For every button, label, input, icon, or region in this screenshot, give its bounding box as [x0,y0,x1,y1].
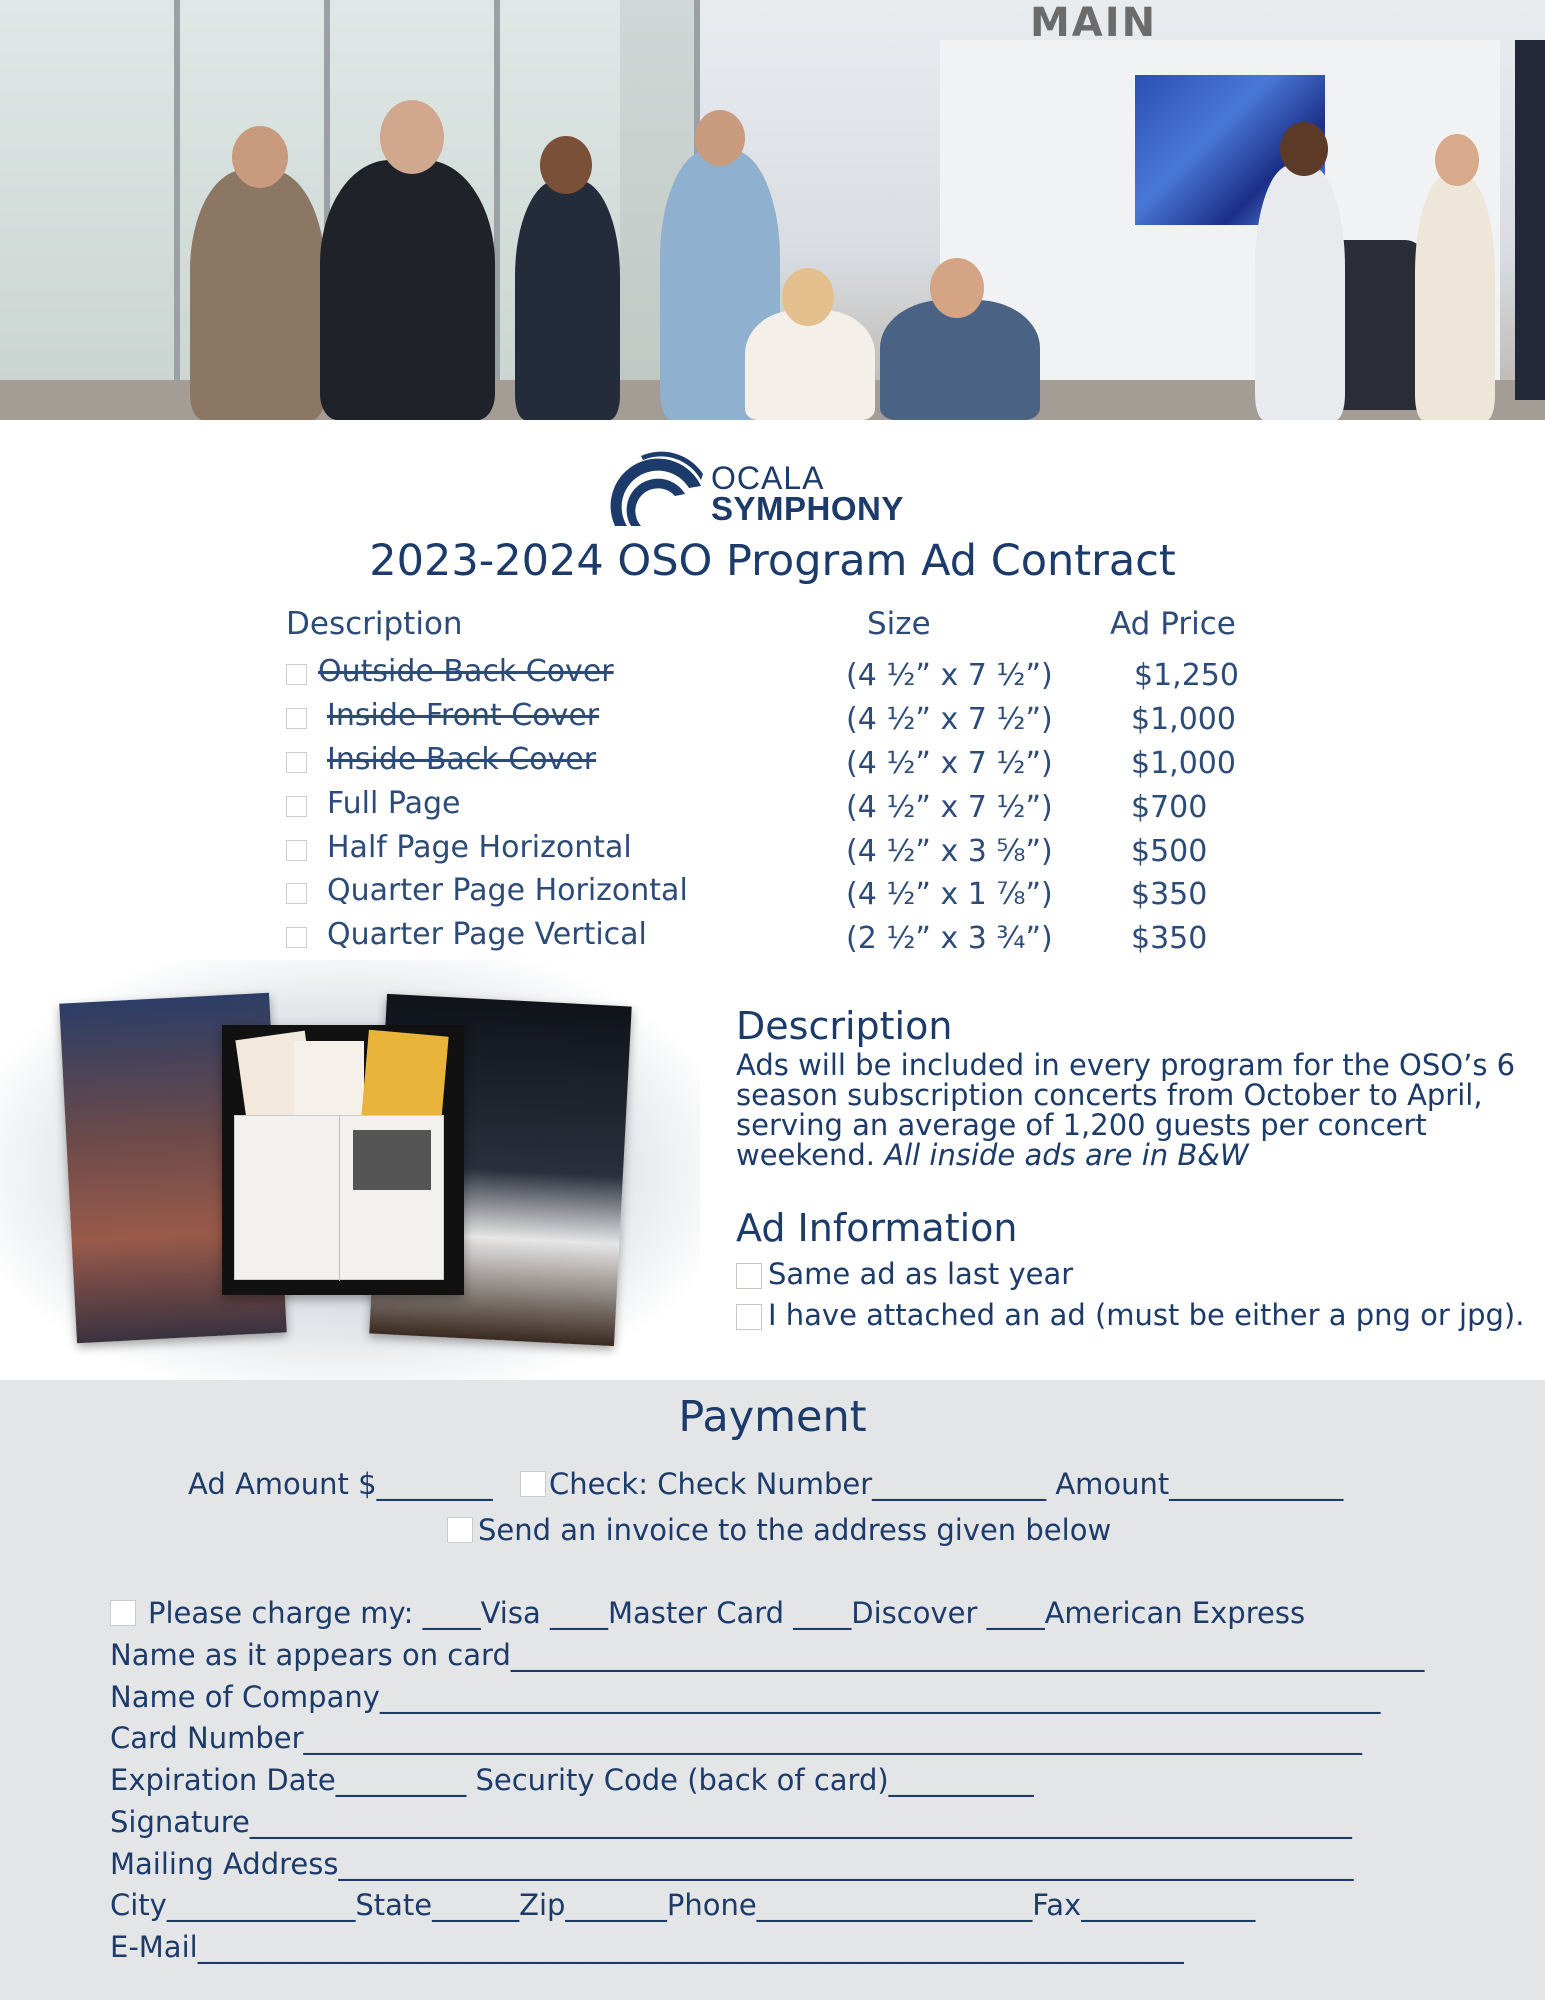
person-head [782,268,834,326]
ad-option-checkbox[interactable] [286,708,307,729]
program-photo-collage [0,960,700,1380]
card-type-field[interactable]: Please charge my: ____Visa ____Master Card ____Discover ____American Express [148,1596,1306,1630]
ad-information-heading: Ad Information [736,1206,1018,1250]
company-name-field[interactable]: Name of Company_____________________________________________________________________ [110,1680,1381,1714]
person-head [1280,122,1328,176]
ad-option-size: (4 ½” x 7 ½”) [846,790,1053,825]
ad-option-row [0,650,1545,694]
column-header-price: Ad Price [1110,606,1236,642]
ad-option-checkbox[interactable] [286,796,307,817]
ad-option-row [0,869,1545,913]
description-note: All inside ads are in B&W [884,1138,1249,1172]
ad-option-description: Half Page Horizontal [327,830,632,865]
person [745,310,875,420]
ad-option-row [0,782,1545,826]
person [515,180,620,420]
ad-option-checkbox[interactable] [286,883,307,904]
ad-option-price: $1,000 [1131,702,1236,737]
ad-option-size: (4 ½” x 1 ⅞”) [846,877,1053,912]
ad-option-description: Quarter Page Vertical [327,917,647,952]
ad-info-option [736,1257,1536,1293]
hero-photo [0,0,1545,420]
invoice-checkbox[interactable] [447,1517,473,1543]
ad-option-row [0,738,1545,782]
window-panel [0,0,180,420]
payment-title: Payment [678,1392,867,1442]
person [880,300,1040,420]
ad-amount-field[interactable]: Ad Amount $________ [188,1467,493,1501]
ad-option-size: (4 ½” x 7 ½”) [846,702,1053,737]
person-head [930,258,984,318]
person-head [1435,134,1479,186]
ad-option-price: $350 [1131,877,1208,912]
charge-card-checkbox[interactable] [110,1600,136,1626]
description-heading: Description [736,1004,953,1048]
ad-option-description: Quarter Page Horizontal [327,873,688,908]
banner [1515,40,1545,400]
ad-option-row [0,694,1545,738]
card-number-field[interactable]: Card Number_________________________________________________________________________ [110,1721,1363,1755]
email-field[interactable]: E-Mail____________________________________________________________________ [110,1930,1184,1964]
ad-option-checkbox[interactable] [286,752,307,773]
person-head [695,110,745,166]
symphony-arc-icon [605,446,705,530]
ad-option-price: $1,250 [1134,658,1239,693]
person [1415,175,1495,420]
ad-option-size: (4 ½” x 7 ½”) [846,746,1053,781]
check-number-field[interactable]: Check: Check Number____________ Amount____________ [549,1467,1344,1501]
attached-ad-checkbox[interactable] [736,1304,762,1330]
lobby-sign: MAIN [1030,0,1158,46]
mailing-address-field[interactable]: Mailing Address______________________________________________________________________ [110,1847,1354,1881]
ad-option-size: (4 ½” x 3 ⅝”) [846,834,1053,869]
ad-option-price: $700 [1131,790,1208,825]
person-head [540,136,592,194]
name-on-card-field[interactable]: Name as it appears on card_______________________________________________________________ [110,1638,1425,1672]
column-header-size: Size [867,606,931,642]
ad-option-size: (4 ½” x 7 ½”) [846,658,1053,693]
invoice-label: Send an invoice to the address given below [478,1513,1112,1547]
same-ad-checkbox[interactable] [736,1263,762,1289]
attached-ad-label: I have attached an ad (must be either a png or jpg). [768,1298,1525,1332]
city-state-zip-field[interactable]: City_____________State______Zip_______Phone___________________Fax____________ [110,1888,1256,1922]
description-body: Ads will be included in every program for the OSO’s 6 season subscription concerts from October to April, serving an average of 1,200 guests per concert weekend. [736,1048,1516,1172]
person-head [380,100,444,174]
ad-option-price: $500 [1131,834,1208,869]
logo-line1: OCALA [711,460,825,496]
ad-option-row [0,826,1545,870]
open-program [234,1115,444,1280]
ad-option-description: Outside Back Cover [318,654,614,689]
person [190,170,325,420]
description-text [736,1050,1536,1170]
same-ad-label: Same ad as last year [768,1257,1074,1291]
ad-option-size: (2 ½” x 3 ¾”) [846,921,1053,956]
logo-line2: SYMPHONY [711,490,904,527]
programs-photo [222,1025,464,1295]
person-head [232,126,288,188]
column-header-description: Description [286,606,463,642]
expiration-security-field[interactable]: Expiration Date_________ Security Code (back of card)__________ [110,1763,1034,1797]
ad-option-checkbox[interactable] [286,927,307,948]
ad-option-checkbox[interactable] [286,840,307,861]
page-title: 2023-2024 OSO Program Ad Contract [369,536,1176,586]
ocala-symphony-logo [605,446,945,530]
ad-option-description: Full Page [327,786,461,821]
ad-option-checkbox[interactable] [286,664,307,685]
check-checkbox[interactable] [520,1471,546,1497]
signature-field[interactable]: Signature____________________________________________________________________________ [110,1805,1352,1839]
ad-option-description: Inside Back Cover [327,742,597,777]
ad-info-option [736,1298,1536,1334]
ad-option-price: $1,000 [1131,746,1236,781]
ad-option-row [0,913,1545,957]
ad-option-description: Inside Front Cover [327,698,600,733]
person [320,160,495,420]
person [1255,165,1345,420]
ad-option-price: $350 [1131,921,1208,956]
